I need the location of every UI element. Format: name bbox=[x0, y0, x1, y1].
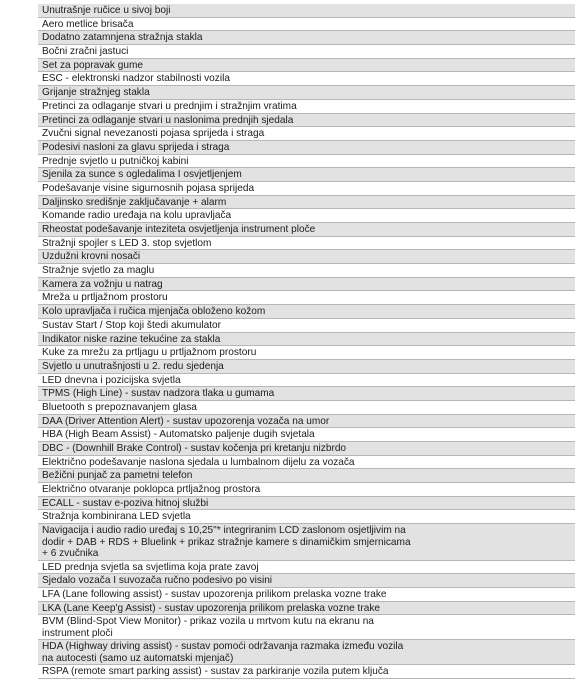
list-item bbox=[38, 182, 575, 196]
list-item-text: Podesivi nasloni za glavu sprijeda i straga bbox=[42, 141, 230, 153]
list-item-text: Pretinci za odlaganje stvari u prednjim i stražnjim vratima bbox=[42, 100, 297, 112]
list-item bbox=[38, 415, 575, 429]
list-item bbox=[38, 31, 575, 45]
list-item bbox=[38, 196, 575, 210]
list-item-text: Prednje svjetlo u putničkoj kabini bbox=[42, 155, 189, 167]
list-item-text: Električno podešavanje naslona sjedala u lumbalnom dijelu za vozača bbox=[42, 456, 355, 468]
list-item bbox=[38, 155, 575, 169]
list-item bbox=[38, 469, 575, 483]
list-item-text: Stražnji spojler s LED 3. stop svjetlom bbox=[42, 237, 212, 249]
list-item-text: Grijanje stražnjeg stakla bbox=[42, 87, 150, 99]
list-item bbox=[38, 72, 575, 86]
list-item bbox=[38, 497, 575, 511]
list-item-text: Dodatno zatamnjena stražnja stakla bbox=[42, 32, 203, 44]
list-item-text: Sjedalo vozača I suvozača ručno podesivo po visini bbox=[42, 575, 273, 587]
list-item bbox=[38, 305, 575, 319]
list-item-text: Aero metlice brisača bbox=[42, 18, 134, 30]
list-item-text: Električno otvaranje poklopca prtljažnog prostora bbox=[42, 484, 261, 496]
list-item bbox=[38, 141, 575, 155]
list-item bbox=[38, 59, 575, 73]
list-item bbox=[38, 45, 575, 59]
list-item-text: Komande radio uređaja na kolu upravljača bbox=[42, 210, 232, 222]
list-item bbox=[38, 510, 575, 524]
list-item bbox=[38, 640, 575, 665]
list-item bbox=[38, 615, 575, 640]
list-item-text: Unutrašnje ručice u sivoj boji bbox=[42, 5, 171, 16]
list-item bbox=[38, 524, 575, 561]
list-item-text: Stražnja kombinirana LED svjetla bbox=[42, 511, 191, 523]
list-item bbox=[38, 665, 575, 679]
list-item-text: Navigacija i audio radio uređaj s 10,25"* integriranim LCD zaslonom osjetljivim na dodir + DAB + RDS + Bluelink + prikaz stražnje kamere s dinamičkim smjernicama + 6 zvučnika bbox=[42, 525, 411, 560]
list-item bbox=[38, 114, 575, 128]
list-item bbox=[38, 602, 575, 616]
equipment-list bbox=[38, 4, 575, 679]
list-item-text: Mreža u prtljažnom prostoru bbox=[42, 292, 168, 304]
list-item bbox=[38, 483, 575, 497]
list-item bbox=[38, 209, 575, 223]
list-item bbox=[38, 291, 575, 305]
list-item bbox=[38, 18, 575, 32]
list-item bbox=[38, 127, 575, 141]
list-item bbox=[38, 278, 575, 292]
list-item bbox=[38, 168, 575, 182]
list-item bbox=[38, 360, 575, 374]
list-item bbox=[38, 264, 575, 278]
list-item bbox=[38, 86, 575, 100]
list-item-text: HDA (Highway driving assist) - sustav pomoći održavanja razmaka između vozila na autocesti (samo uz automatski mjenjač) bbox=[42, 641, 404, 664]
list-item-text: Set za popravak gume bbox=[42, 59, 143, 71]
list-item bbox=[38, 561, 575, 575]
list-item bbox=[38, 442, 575, 456]
list-item-text: ESC - elektronski nadzor stabilnosti vozila bbox=[42, 73, 230, 85]
list-item-text: Daljinsko središnje zaključavanje + alarm bbox=[42, 196, 227, 208]
list-item bbox=[38, 319, 575, 333]
list-item bbox=[38, 401, 575, 415]
list-item-text: Indikator niske razine tekućine za stakla bbox=[42, 333, 221, 345]
list-item-text: DAA (Driver Attention Alert) - sustav upozorenja vozača na umor bbox=[42, 415, 330, 427]
list-item-text: Sustav Start / Stop koji štedi akumulator bbox=[42, 319, 221, 331]
list-item-text: LED dnevna i pozicijska svjetla bbox=[42, 374, 181, 386]
list-item bbox=[38, 250, 575, 264]
list-item-text: Zvučni signal nevezanosti pojasa sprijeda i straga bbox=[42, 128, 265, 140]
list-item-text: Bočni zračni jastuci bbox=[42, 46, 129, 58]
list-item bbox=[38, 374, 575, 388]
list-item bbox=[38, 346, 575, 360]
list-item bbox=[38, 4, 575, 18]
list-item-text: Kolo upravljača i ručica mjenjača obloženo kožom bbox=[42, 306, 266, 318]
list-item-text: TPMS (High Line) - sustav nadzora tlaka u gumama bbox=[42, 388, 275, 400]
list-item-text: LKA (Lane Keep'g Assist) - sustav upozorenja prilikom prelaska vozne trake bbox=[42, 602, 380, 614]
list-item-text: Svjetlo u unutrašnjosti u 2. redu sjedenja bbox=[42, 360, 224, 372]
list-item bbox=[38, 223, 575, 237]
list-item-text: Stražnje svjetlo za maglu bbox=[42, 265, 155, 277]
list-item-text: Bluetooth s prepoznavanjem glasa bbox=[42, 401, 197, 413]
list-item bbox=[38, 333, 575, 347]
list-item-text: RSPA (remote smart parking assist) - sustav za parkiranje vozila putem ključa bbox=[42, 666, 389, 678]
list-item bbox=[38, 100, 575, 114]
list-item-text: Bežični punjač za pametni telefon bbox=[42, 470, 193, 482]
list-item bbox=[38, 456, 575, 470]
list-item-text: Sjenila za sunce s ogledalima I osvjetljenjem bbox=[42, 169, 242, 181]
list-item-text: ECALL - sustav e-poziva hitnoj službi bbox=[42, 497, 209, 509]
list-item bbox=[38, 574, 575, 588]
list-item-text: Kamera za vožnju u natrag bbox=[42, 278, 163, 290]
list-item-text: Uzdužni krovni nosači bbox=[42, 251, 141, 263]
list-item-text: Rheostat podešavanje inteziteta osvjetljenja instrument ploče bbox=[42, 224, 316, 235]
list-item-text: Pretinci za odlaganje stvari u naslonima prednjih sjedala bbox=[42, 114, 294, 126]
list-item-text: BVM (Blind-Spot View Monitor) - prikaz vozila u mrtvom kutu na ekranu na instrument ploči bbox=[42, 616, 374, 639]
list-item-text: LFA (Lane following assist) - sustav upozorenja prilikom prelaska vozne trake bbox=[42, 589, 387, 600]
list-item bbox=[38, 428, 575, 442]
list-item-text: HBA (High Beam Assist) - Automatsko paljenje dugih svjetala bbox=[42, 429, 315, 441]
list-item-text: LED prednja svjetla sa svjetlima koja prate zavoj bbox=[42, 561, 259, 573]
list-item bbox=[38, 588, 575, 602]
list-item bbox=[38, 237, 575, 251]
list-item bbox=[38, 387, 575, 401]
list-item-text: DBC - (Downhill Brake Control) - sustav kočenja pri kretanju nizbrdo bbox=[42, 443, 347, 454]
list-item-text: Podešavanje visine sigurnosnih pojasa sprijeda bbox=[42, 182, 255, 194]
list-item-text: Kuke za mrežu za prtljagu u prtljažnom prostoru bbox=[42, 347, 257, 359]
